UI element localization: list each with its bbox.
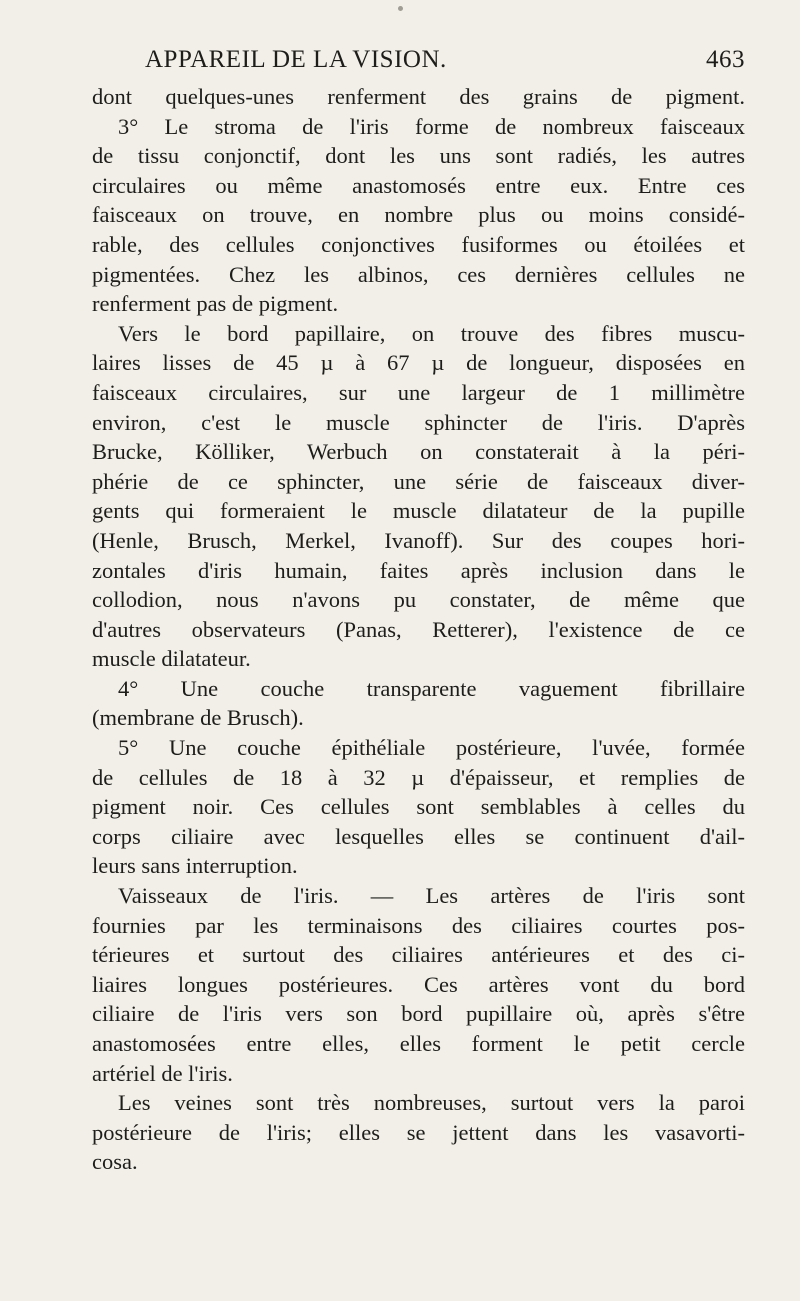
text-line: gents qui formeraient le muscle dilatateur de la pupille <box>92 498 745 524</box>
text-line: liaires longues postérieures. Ces artères vont du bord <box>92 971 745 997</box>
text-line: muscle dilatateur. <box>92 646 251 672</box>
section-heading-line: Vaisseaux de l'iris. — Les artères de l'iris sont <box>118 883 745 909</box>
text-line: cosa. <box>92 1149 138 1175</box>
text-line: 3° Le stroma de l'iris forme de nombreux faisceaux <box>118 113 745 139</box>
text-line: leurs sans interruption. <box>92 853 298 879</box>
text-line: Vers le bord papillaire, on trouve des fibres muscu- <box>118 320 745 346</box>
body-text <box>92 82 745 1177</box>
text-line: (Henle, Brusch, Merkel, Ivanoff). Sur des coupes hori- <box>92 527 745 553</box>
text-line: renferment pas de pigment. <box>92 291 339 317</box>
text-line: Les veines sont très nombreuses, surtout vers la paroi <box>118 1090 745 1116</box>
text-line: artériel de l'iris. <box>92 1060 233 1086</box>
text-line: dont quelques-unes renferment des grains de pigment. <box>92 84 745 109</box>
text-line: térieures et surtout des ciliaires antérieures et des ci- <box>92 942 745 968</box>
text-line: zontales d'iris humain, faites après inclusion dans le <box>92 557 745 583</box>
text-line: faisceaux on trouve, en nombre plus ou moins considé- <box>92 202 745 228</box>
text-line: postérieure de l'iris; elles se jettent dans les vasavorti- <box>92 1119 745 1145</box>
text-line: circulaires ou même anastomosés entre eux. Entre ces <box>92 172 745 198</box>
text-line: de tissu conjonctif, dont les uns sont radiés, les autres <box>92 143 745 169</box>
paper-speck <box>398 6 403 11</box>
chapter-title: APPAREIL DE LA VISION. <box>145 46 447 73</box>
text-line: pigmentées. Chez les albinos, ces dernières cellules ne <box>92 261 745 287</box>
text-line: de cellules de 18 à 32 µ d'épaisseur, et remplies de <box>92 764 745 790</box>
text-line: pigment noir. Ces cellules sont semblables à celles du <box>92 794 745 820</box>
text-line: 5° Une couche épithéliale postérieure, l'uvée, formée <box>118 735 745 761</box>
text-line: rable, des cellules conjonctives fusiformes ou étoilées et <box>92 231 745 257</box>
text-line: collodion, nous n'avons pu constater, de même que <box>92 587 745 613</box>
text-line: (membrane de Brusch). <box>92 705 304 731</box>
text-line: Brucke, Kölliker, Werbuch on constaterait à la péri- <box>92 439 745 465</box>
text-line: laires lisses de 45 µ à 67 µ de longueur, disposées en <box>92 350 745 376</box>
text-line: 4° Une couche transparente vaguement fibrillaire <box>118 675 745 701</box>
text-line: fournies par les terminaisons des ciliaires courtes pos- <box>92 912 745 938</box>
text-line: phérie de ce sphincter, une série de faisceaux diver- <box>92 468 745 494</box>
text-line: faisceaux circulaires, sur une largeur de 1 millimètre <box>92 379 745 405</box>
text-line: d'autres observateurs (Panas, Retterer), l'existence de ce <box>92 616 745 642</box>
text-line: environ, c'est le muscle sphincter de l'iris. D'après <box>92 409 745 435</box>
text-line: anastomosées entre elles, elles forment le petit cercle <box>92 1031 745 1056</box>
text-line: corps ciliaire avec lesquelles elles se continuent d'ail- <box>92 823 745 849</box>
text-line: ciliaire de l'iris vers son bord pupillaire où, après s'être <box>92 1001 745 1027</box>
page-number: 463 <box>706 46 745 73</box>
